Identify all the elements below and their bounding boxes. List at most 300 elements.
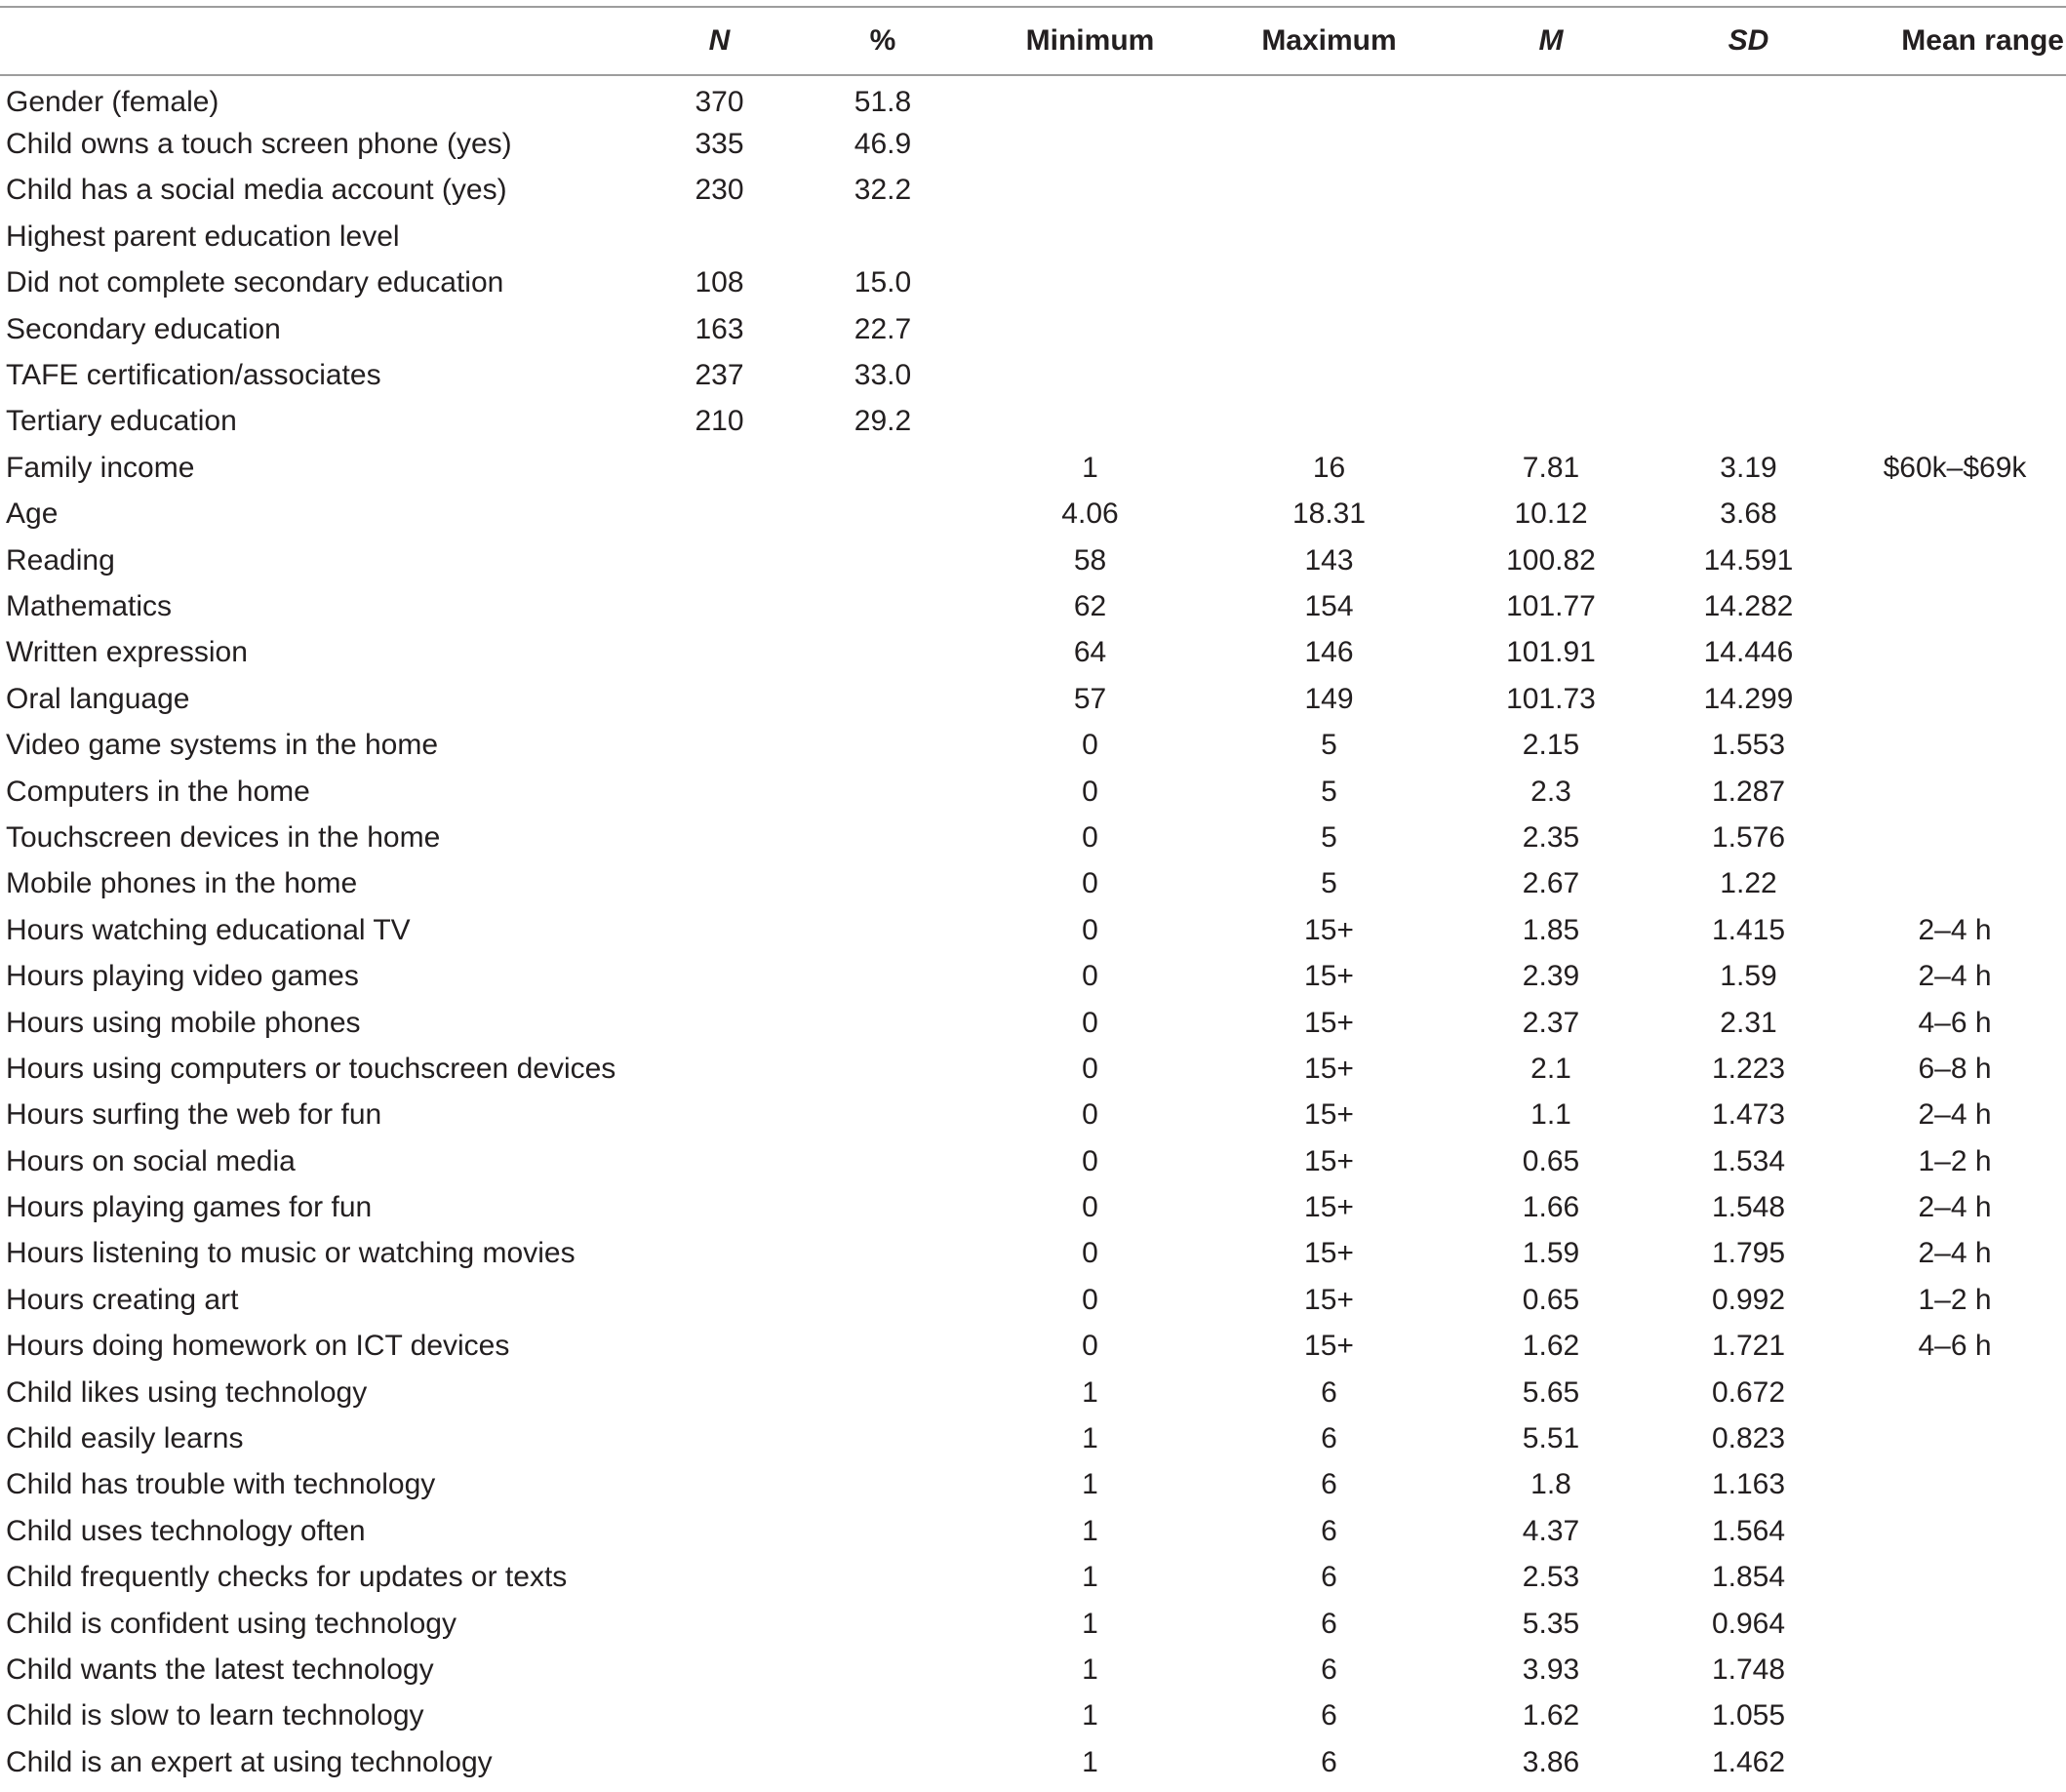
cell-maximum: 6 — [1321, 1422, 1337, 1455]
cell-percent — [795, 1601, 971, 1647]
cell-minimum: 0 — [1082, 1191, 1098, 1224]
cell-minimum: 0 — [1082, 1237, 1098, 1270]
descriptive-statistics-table — [0, 6, 2066, 1785]
cell-percent — [795, 953, 971, 999]
cell-n — [644, 214, 795, 259]
cell-sd: 0.823 — [1711, 1422, 1786, 1455]
cell-maximum: 6 — [1321, 1375, 1337, 1409]
cell-mean-range: 4–6 h — [1918, 1330, 1992, 1363]
table-row — [0, 121, 2066, 167]
cell-percent — [795, 1184, 971, 1230]
row-label: Child easily learns — [6, 1422, 244, 1455]
cell-n — [644, 1093, 795, 1138]
cell-n — [644, 1277, 795, 1323]
cell-sd — [1653, 306, 1844, 352]
table-row — [0, 1415, 2066, 1461]
cell-percent — [795, 769, 971, 815]
cell-mean: 2.53 — [1522, 1561, 1580, 1594]
cell-percent: 22.7 — [854, 312, 912, 345]
cell-mean: 4.37 — [1522, 1514, 1580, 1547]
cell-mean — [1449, 75, 1653, 121]
cell-mean-range — [1844, 815, 2066, 860]
cell-mean: 101.77 — [1506, 589, 1596, 622]
cell-mean-range — [1844, 1647, 2066, 1692]
header-row — [0, 7, 2066, 75]
cell-n — [644, 1231, 795, 1277]
cell-mean-range — [1844, 583, 2066, 629]
cell-sd: 1.748 — [1711, 1653, 1786, 1686]
cell-mean: 3.93 — [1522, 1653, 1580, 1686]
cell-mean-range — [1844, 399, 2066, 445]
cell-mean: 5.35 — [1522, 1607, 1580, 1640]
header-mean-range: Mean range — [1844, 7, 2066, 75]
cell-minimum — [971, 399, 1210, 445]
cell-mean-range — [1844, 1508, 2066, 1554]
cell-percent — [795, 1415, 971, 1461]
cell-percent — [795, 214, 971, 259]
header-percent: % — [795, 7, 971, 75]
cell-mean-range: 2–4 h — [1918, 960, 1992, 993]
cell-mean-range — [1844, 1601, 2066, 1647]
cell-maximum: 154 — [1304, 589, 1354, 622]
cell-sd: 3.19 — [1720, 451, 1777, 484]
cell-percent — [795, 492, 971, 538]
cell-maximum — [1210, 260, 1449, 306]
cell-mean-range — [1844, 75, 2066, 121]
row-label: Child is an expert at using technology — [6, 1745, 493, 1778]
cell-minimum: 1 — [1082, 1653, 1098, 1686]
cell-sd — [1653, 260, 1844, 306]
table-row — [0, 953, 2066, 999]
row-label: Gender (female) — [6, 86, 219, 119]
table-row — [0, 492, 2066, 538]
cell-sd: 1.22 — [1720, 867, 1777, 900]
cell-maximum: 6 — [1321, 1468, 1337, 1501]
table-row — [0, 352, 2066, 398]
cell-minimum: 0 — [1082, 867, 1098, 900]
cell-mean-range — [1844, 168, 2066, 214]
cell-minimum — [971, 75, 1210, 121]
cell-mean-range: 1–2 h — [1918, 1283, 1992, 1316]
cell-sd: 0.672 — [1711, 1375, 1786, 1409]
table-header — [0, 7, 2066, 75]
cell-mean: 5.65 — [1522, 1375, 1580, 1409]
cell-n — [644, 1046, 795, 1092]
cell-percent — [795, 1462, 971, 1508]
row-label: Hours using mobile phones — [6, 1006, 361, 1039]
cell-minimum: 1 — [1082, 1468, 1098, 1501]
table-row — [0, 630, 2066, 676]
cell-minimum: 0 — [1082, 1052, 1098, 1085]
cell-maximum: 6 — [1321, 1653, 1337, 1686]
cell-mean-range — [1844, 538, 2066, 583]
cell-maximum: 5 — [1321, 729, 1337, 762]
table-row — [0, 1093, 2066, 1138]
cell-mean — [1449, 214, 1653, 259]
cell-percent: 29.2 — [854, 405, 912, 438]
cell-mean: 10.12 — [1514, 498, 1588, 531]
cell-maximum: 15+ — [1304, 1006, 1354, 1039]
cell-mean-range — [1844, 861, 2066, 907]
cell-percent: 51.8 — [854, 86, 912, 119]
row-label: Hours listening to music or watching movies — [6, 1237, 576, 1270]
cell-maximum — [1210, 75, 1449, 121]
cell-mean-range — [1844, 1739, 2066, 1785]
cell-sd: 1.564 — [1711, 1514, 1786, 1547]
table-body — [0, 75, 2066, 1785]
cell-mean-range — [1844, 630, 2066, 676]
cell-minimum: 1 — [1082, 1745, 1098, 1778]
cell-mean-range — [1844, 1555, 2066, 1601]
cell-mean: 2.67 — [1522, 867, 1580, 900]
table-row — [0, 769, 2066, 815]
cell-minimum — [971, 306, 1210, 352]
cell-minimum: 57 — [1073, 682, 1107, 715]
row-label: Mobile phones in the home — [6, 867, 358, 900]
cell-percent — [795, 445, 971, 491]
cell-sd: 3.68 — [1720, 498, 1777, 531]
cell-percent — [795, 1739, 971, 1785]
cell-minimum: 1 — [1082, 451, 1098, 484]
cell-maximum — [1210, 121, 1449, 167]
table-row — [0, 722, 2066, 768]
row-label: Child has trouble with technology — [6, 1468, 436, 1501]
cell-sd: 1.553 — [1711, 729, 1786, 762]
cell-n — [644, 583, 795, 629]
cell-mean-range: 2–4 h — [1918, 1098, 1992, 1132]
cell-percent — [795, 1555, 971, 1601]
cell-maximum: 15+ — [1304, 1330, 1354, 1363]
cell-n — [644, 861, 795, 907]
cell-mean: 1.1 — [1530, 1098, 1571, 1132]
cell-minimum: 1 — [1082, 1607, 1098, 1640]
cell-n — [644, 1000, 795, 1046]
cell-n — [644, 953, 795, 999]
header-minimum: Minimum — [971, 7, 1210, 75]
cell-mean: 101.73 — [1506, 682, 1596, 715]
cell-percent — [795, 1231, 971, 1277]
table-row — [0, 1647, 2066, 1692]
cell-n — [644, 1647, 795, 1692]
cell-mean: 2.37 — [1522, 1006, 1580, 1039]
cell-minimum — [971, 121, 1210, 167]
cell-sd: 1.473 — [1711, 1098, 1786, 1132]
cell-sd: 0.964 — [1711, 1607, 1786, 1640]
row-label: TAFE certification/associates — [6, 359, 381, 392]
cell-maximum: 18.31 — [1291, 498, 1367, 531]
cell-sd: 14.282 — [1703, 589, 1794, 622]
table-row — [0, 1462, 2066, 1508]
cell-n — [644, 1415, 795, 1461]
header-label — [0, 7, 644, 75]
cell-sd — [1653, 75, 1844, 121]
table-row — [0, 1324, 2066, 1370]
table-row — [0, 538, 2066, 583]
cell-maximum: 15+ — [1304, 960, 1354, 993]
cell-mean-range — [1844, 121, 2066, 167]
cell-sd: 14.446 — [1703, 636, 1794, 669]
cell-maximum: 6 — [1321, 1745, 1337, 1778]
table-row — [0, 1000, 2066, 1046]
cell-minimum: 1 — [1082, 1699, 1098, 1732]
table-row — [0, 168, 2066, 214]
cell-percent — [795, 1000, 971, 1046]
cell-n: 108 — [695, 266, 744, 299]
row-label: Hours watching educational TV — [6, 913, 411, 946]
cell-mean-range: 1–2 h — [1918, 1144, 1992, 1177]
cell-minimum: 0 — [1082, 913, 1098, 946]
cell-maximum — [1210, 352, 1449, 398]
cell-sd — [1653, 121, 1844, 167]
row-label: Hours using computers or touchscreen devices — [6, 1052, 616, 1085]
cell-sd: 1.548 — [1711, 1191, 1786, 1224]
table-row — [0, 1370, 2066, 1415]
row-label: Hours playing video games — [6, 960, 359, 993]
cell-n — [644, 722, 795, 768]
cell-maximum: 15+ — [1304, 1098, 1354, 1132]
cell-n: 370 — [695, 86, 744, 119]
cell-sd: 1.534 — [1711, 1144, 1786, 1177]
cell-maximum: 15+ — [1304, 1191, 1354, 1224]
cell-maximum: 149 — [1304, 682, 1354, 715]
cell-sd — [1653, 352, 1844, 398]
cell-percent — [795, 1277, 971, 1323]
cell-maximum — [1210, 306, 1449, 352]
cell-mean — [1449, 260, 1653, 306]
cell-mean-range: $60k–$69k — [1883, 451, 2027, 484]
cell-mean: 2.15 — [1522, 729, 1580, 762]
cell-n — [644, 1324, 795, 1370]
cell-maximum: 15+ — [1304, 1283, 1354, 1316]
cell-minimum: 1 — [1082, 1422, 1098, 1455]
cell-n: 163 — [695, 312, 744, 345]
cell-percent — [795, 1370, 971, 1415]
cell-percent — [795, 1693, 971, 1739]
cell-minimum: 64 — [1073, 636, 1107, 669]
cell-sd: 1.287 — [1711, 775, 1786, 808]
cell-maximum: 15+ — [1304, 1144, 1354, 1177]
cell-sd: 14.591 — [1703, 543, 1794, 577]
cell-percent — [795, 630, 971, 676]
table-row — [0, 1693, 2066, 1739]
cell-mean: 2.3 — [1530, 775, 1571, 808]
cell-n — [644, 815, 795, 860]
cell-minimum: 0 — [1082, 1098, 1098, 1132]
cell-percent — [795, 861, 971, 907]
cell-sd: 1.576 — [1711, 820, 1786, 854]
cell-mean-range: 2–4 h — [1918, 913, 1992, 946]
row-label: Child wants the latest technology — [6, 1653, 434, 1686]
cell-mean: 100.82 — [1506, 543, 1596, 577]
table-row — [0, 1508, 2066, 1554]
cell-mean — [1449, 306, 1653, 352]
cell-sd: 1.163 — [1711, 1468, 1786, 1501]
cell-n — [644, 1138, 795, 1184]
table-row — [0, 214, 2066, 259]
cell-minimum: 0 — [1082, 775, 1098, 808]
row-label: Child uses technology often — [6, 1514, 366, 1547]
row-label: Hours playing games for fun — [6, 1191, 373, 1224]
cell-mean-range — [1844, 214, 2066, 259]
cell-percent — [795, 1324, 971, 1370]
cell-minimum: 1 — [1082, 1561, 1098, 1594]
cell-mean-range: 2–4 h — [1918, 1237, 1992, 1270]
cell-maximum: 5 — [1321, 820, 1337, 854]
header-maximum: Maximum — [1210, 7, 1449, 75]
cell-minimum: 62 — [1073, 589, 1107, 622]
cell-mean: 101.91 — [1506, 636, 1596, 669]
row-label: Mathematics — [6, 589, 173, 622]
cell-minimum: 0 — [1082, 729, 1098, 762]
cell-n — [644, 1508, 795, 1554]
cell-maximum: 15+ — [1304, 1052, 1354, 1085]
cell-mean: 2.35 — [1522, 820, 1580, 854]
row-label: Child likes using technology — [6, 1375, 368, 1409]
cell-maximum — [1210, 214, 1449, 259]
cell-minimum: 0 — [1082, 1330, 1098, 1363]
table-row — [0, 1138, 2066, 1184]
cell-sd — [1653, 399, 1844, 445]
cell-percent — [795, 1046, 971, 1092]
cell-mean-range — [1844, 352, 2066, 398]
table-row — [0, 1601, 2066, 1647]
cell-mean-range — [1844, 676, 2066, 722]
cell-n — [644, 492, 795, 538]
row-label: Tertiary education — [6, 405, 237, 438]
cell-mean: 7.81 — [1522, 451, 1580, 484]
cell-maximum: 143 — [1304, 543, 1354, 577]
cell-n — [644, 676, 795, 722]
table-row — [0, 907, 2066, 953]
cell-mean: 0.65 — [1522, 1283, 1580, 1316]
row-label: Video game systems in the home — [6, 729, 439, 762]
cell-minimum: 1 — [1082, 1514, 1098, 1547]
row-label: Highest parent education level — [6, 219, 400, 253]
row-label: Hours on social media — [6, 1144, 296, 1177]
table-row — [0, 861, 2066, 907]
cell-n: 237 — [695, 359, 744, 392]
row-label: Hours surfing the web for fun — [6, 1098, 382, 1132]
cell-percent — [795, 1138, 971, 1184]
cell-mean: 2.39 — [1522, 960, 1580, 993]
cell-sd — [1653, 168, 1844, 214]
cell-maximum: 15+ — [1304, 913, 1354, 946]
row-label: Written expression — [6, 636, 248, 669]
cell-mean — [1449, 168, 1653, 214]
cell-sd: 1.223 — [1711, 1052, 1786, 1085]
cell-percent — [795, 1508, 971, 1554]
header-mean: M — [1449, 7, 1653, 75]
row-label: Touchscreen devices in the home — [6, 820, 441, 854]
cell-mean-range — [1844, 1693, 2066, 1739]
cell-minimum: 0 — [1082, 1144, 1098, 1177]
row-label: Age — [6, 498, 59, 531]
cell-sd — [1653, 214, 1844, 259]
cell-percent: 33.0 — [854, 359, 912, 392]
table-row — [0, 583, 2066, 629]
row-label: Computers in the home — [6, 775, 310, 808]
cell-mean: 2.1 — [1530, 1052, 1571, 1085]
table-row — [0, 399, 2066, 445]
table-row — [0, 1277, 2066, 1323]
cell-mean: 1.66 — [1522, 1191, 1580, 1224]
cell-n: 230 — [695, 174, 744, 207]
cell-maximum: 6 — [1321, 1699, 1337, 1732]
row-label: Child is confident using technology — [6, 1607, 457, 1640]
cell-minimum: 1 — [1082, 1375, 1098, 1409]
cell-mean: 0.65 — [1522, 1144, 1580, 1177]
cell-minimum: 0 — [1082, 960, 1098, 993]
row-label: Reading — [6, 543, 115, 577]
cell-mean — [1449, 352, 1653, 398]
cell-sd: 1.721 — [1711, 1330, 1786, 1363]
cell-mean: 1.62 — [1522, 1699, 1580, 1732]
cell-n — [644, 907, 795, 953]
cell-n — [644, 1184, 795, 1230]
table-row — [0, 1231, 2066, 1277]
cell-mean-range — [1844, 260, 2066, 306]
cell-mean: 1.62 — [1522, 1330, 1580, 1363]
cell-mean-range — [1844, 1462, 2066, 1508]
cell-n — [644, 630, 795, 676]
row-label: Child is slow to learn technology — [6, 1699, 424, 1732]
cell-n — [644, 445, 795, 491]
row-label: Hours creating art — [6, 1283, 239, 1316]
cell-n: 335 — [695, 128, 744, 161]
cell-n — [644, 1462, 795, 1508]
cell-percent — [795, 1647, 971, 1692]
cell-sd: 1.795 — [1711, 1237, 1786, 1270]
table-row — [0, 306, 2066, 352]
cell-minimum — [971, 260, 1210, 306]
row-label: Hours doing homework on ICT devices — [6, 1330, 510, 1363]
cell-mean — [1449, 399, 1653, 445]
cell-mean: 1.8 — [1530, 1468, 1571, 1501]
cell-mean-range — [1844, 1415, 2066, 1461]
cell-sd: 1.462 — [1711, 1745, 1786, 1778]
table-row — [0, 75, 2066, 121]
cell-maximum: 5 — [1321, 867, 1337, 900]
cell-mean-range: 4–6 h — [1918, 1006, 1992, 1039]
cell-minimum: 4.06 — [1061, 498, 1119, 531]
cell-maximum: 5 — [1321, 775, 1337, 808]
cell-percent — [795, 676, 971, 722]
cell-maximum: 6 — [1321, 1514, 1337, 1547]
cell-sd: 2.31 — [1720, 1006, 1777, 1039]
cell-n — [644, 1555, 795, 1601]
cell-n — [644, 769, 795, 815]
cell-n — [644, 538, 795, 583]
table-row — [0, 1184, 2066, 1230]
cell-minimum: 0 — [1082, 1006, 1098, 1039]
header-n: N — [644, 7, 795, 75]
cell-percent — [795, 722, 971, 768]
cell-sd: 1.415 — [1711, 913, 1786, 946]
cell-mean-range — [1844, 306, 2066, 352]
cell-minimum — [971, 352, 1210, 398]
cell-mean-range: 6–8 h — [1918, 1052, 1992, 1085]
cell-n — [644, 1693, 795, 1739]
cell-n: 210 — [695, 405, 744, 438]
cell-percent — [795, 538, 971, 583]
cell-maximum: 6 — [1321, 1607, 1337, 1640]
cell-maximum: 6 — [1321, 1561, 1337, 1594]
cell-maximum — [1210, 399, 1449, 445]
cell-mean-range — [1844, 769, 2066, 815]
cell-minimum — [971, 168, 1210, 214]
cell-sd: 1.854 — [1711, 1561, 1786, 1594]
cell-mean: 5.51 — [1522, 1422, 1580, 1455]
